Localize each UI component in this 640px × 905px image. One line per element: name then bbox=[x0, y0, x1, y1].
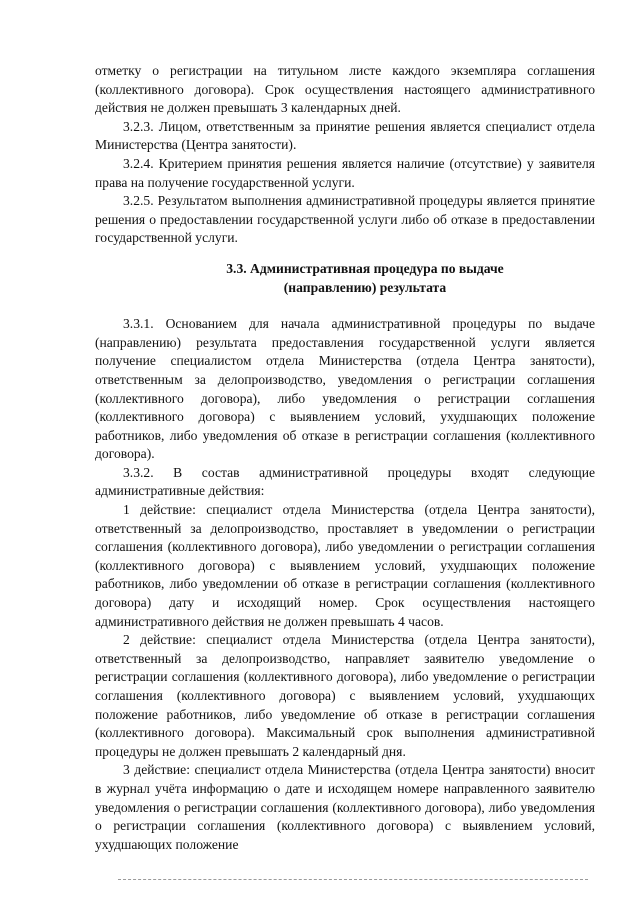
paragraph-action-3: 3 действие: специалист отдела Министерства (отдела Центра занятости) вносит в журнал учёта информацию о дате и исходящем номере направленного заявителю уведомления о регистрации соглашения (коллективного договора), либо уведомления о регистрации соглашения (коллективного договора) с выявлением условий, ухудшающих положение bbox=[95, 762, 595, 852]
paragraph-3-2-3: 3.2.3. Лицом, ответственным за принятие решения является специалист отдела Министерства (Центра занятости). bbox=[95, 118, 595, 153]
paragraph-action-2: 2 действие: специалист отдела Министерства (отдела Центра занятости), ответственный за делопроизводство, направляет заявителю уведомление о регистрации соглашения (коллективного договора), либо уведомление о регистрации соглашения (коллективного договора) с выявлением условий, ухудшающих положение работников, либо уведомление об отказе в регистрации соглашения (коллективного договора). Максимальный срок выполнения административной процедуры не должен превышать 2 календарный дня. bbox=[95, 632, 595, 759]
paragraph-action-1: 1 действие: специалист отдела Министерства (отдела Центра занятости), ответственный за делопроизводство, проставляет в уведомлении о регистрации соглашения (коллективного договора), либо уведомлении о регистрации соглашения (коллективного договора) с выявлением условий, ухудшающих положение работников, либо уведомлении об отказе в регистрации соглашения (коллективного договора) дату и исходящий номер. Срок осуществления настоящего административного действия не должен превышать 4 часов. bbox=[95, 502, 595, 629]
paragraph-3-3-2: 3.3.2. В состав административной процедуры входят следующие административные действия: bbox=[95, 464, 595, 499]
spacer bbox=[95, 248, 595, 260]
paragraph-continuation: отметку о регистрации на титульном листе каждого экземпляра соглашения (коллективного договора). Срок осуществления настоящего административного действия не должен превышать 3 календарных дней. bbox=[95, 63, 595, 116]
section-heading-line-2: (направлению) результата bbox=[283, 279, 447, 295]
paragraph-3-3-1: 3.3.1. Основанием для начала административной процедуры по выдаче (направлению) результата предоставления государственной услуги является получение специалистом отдела Министерства (отдела Центра занятости), ответственным за делопроизводство, уведомления о регистрации соглашения (коллективного договора), либо уведомления о регистрации соглашения (коллективного договора) с выявлением условий, ухудшающих положение работников, либо уведомления об отказе в регистрации соглашения (коллективного договора). bbox=[95, 316, 595, 462]
paragraph-3-2-5: 3.2.5. Результатом выполнения административной процедуры является принятие решения о предоставлении государственной услуги либо об отказе в предоставлении государственной услуги. bbox=[95, 193, 595, 246]
spacer bbox=[95, 297, 595, 315]
paragraph-3-2-4: 3.2.4. Критерием принятия решения является наличие (отсутствие) у заявителя права на получение государственной услуги. bbox=[95, 155, 595, 190]
scan-footer-line bbox=[118, 879, 588, 880]
document-page bbox=[95, 62, 595, 854]
section-heading-line-1: 3.3. Административная процедура по выдаче bbox=[226, 260, 504, 276]
section-heading bbox=[95, 260, 595, 297]
